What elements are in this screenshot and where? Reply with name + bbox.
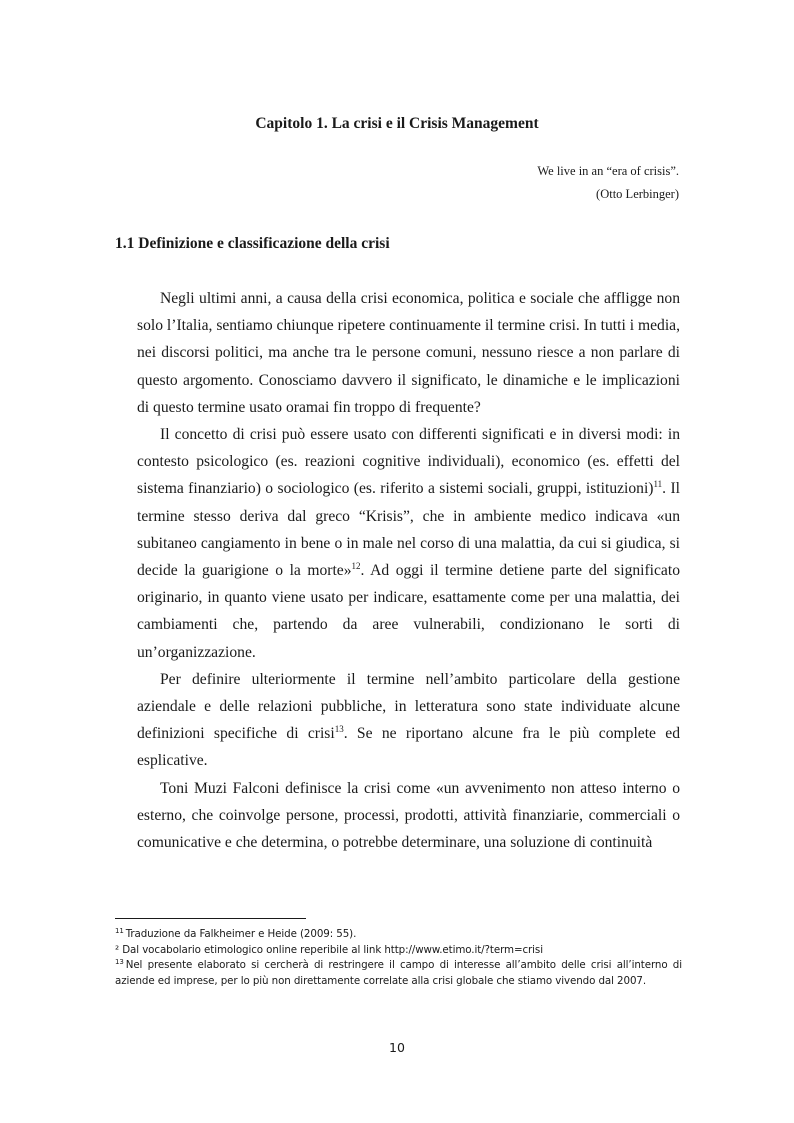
footnote-ref-12: 12 <box>351 560 361 571</box>
chapter-title: Capitolo 1. La crisi e il Crisis Management <box>255 115 539 132</box>
section-heading: 1.1 Definizione e classificazione della crisi <box>115 235 390 252</box>
footnote-text: Traduzione da Falkheimer e Heide (2009: 55). <box>125 928 357 940</box>
page-number: 10 <box>389 1040 405 1055</box>
footnote-12 <box>115 943 682 959</box>
paragraph-1: Negli ultimi anni, a causa della crisi economica, politica e sociale che affligge non solo l’Italia, sentiamo chiunque ripetere continuamente il termine crisi. In tutti i media, nei discorsi politici, ma anche tra le persone comuni, nessuno riesce a non parlare di questo argomento. Conosciamo davvero il significato, le dinamiche e le implicazioni di questo termine usato oramai fin troppo di frequente? <box>137 290 680 416</box>
paragraph-2-text-a: Il concetto di crisi può essere usato con differenti significati e in diversi modi: in contesto psicologico (es. reazioni cognitive individuali), economico (es. effetti del sistema finanziario) o sociologico (es. riferito a sistemi sociali, gruppi, istituzioni) <box>137 426 680 498</box>
paragraph-2-text-c: . Ad oggi il termine detiene parte del significato originario, in quanto viene usato per indicare, esattamente come per una malattia, dei cambiamenti che, partendo da aree vulnerabili, condizionano le sorti di un’organizzazione. <box>137 562 680 661</box>
paragraph-2-text-b: . Il termine stesso deriva dal greco “Krisis”, che in ambiente medico indicava «un subitaneo cangiamento in bene o in male nel corso di una malattia, da cui si giudica, si decide la guarigione o la morte» <box>137 480 680 580</box>
body-text <box>137 285 680 856</box>
footnote-divider <box>115 918 306 919</box>
paragraph-3 <box>137 666 680 775</box>
epigraph-quote: We live in an “era of crisis”. <box>537 164 679 178</box>
footnote-text: Dal vocabolario etimologico online reperibile al link http://www.etimo.it/?term=crisi <box>122 943 543 956</box>
footnote-number: ² <box>115 943 120 956</box>
footnotes <box>115 927 682 989</box>
footnote-number: 13 <box>115 957 124 966</box>
paragraph-3-text-b: . Se ne riportano alcune fra le più complete ed esplicative. <box>137 725 680 770</box>
footnote-13 <box>115 958 682 989</box>
footnote-ref-11: 11 <box>653 479 663 490</box>
epigraph-author: (Otto Lerbinger) <box>596 187 679 201</box>
paragraph-3-text-a: Per definire ulteriormente il termine nell’ambito particolare della gestione aziendale e delle relazioni pubbliche, in letteratura sono state individuate alcune definizioni specifiche di crisi <box>137 670 680 743</box>
footnote-11 <box>115 927 682 943</box>
paragraph-2 <box>137 421 680 666</box>
footnote-number: 11 <box>115 926 124 935</box>
paragraph-4: Toni Muzi Falconi definisce la crisi come «un avvenimento non atteso interno o esterno, che coinvolge persone, processi, prodotti, attività finanziarie, commerciali o comunicative e che determina, o potrebbe determinare, una soluzione di continuità <box>137 779 680 852</box>
footnote-text: Nel presente elaborato si cercherà di restringere il campo di interesse all’ambito delle crisi all’interno di aziende ed imprese, per lo più non direttamente correlate alla crisi globale che stiamo vivendo dal 2007. <box>115 959 682 987</box>
footnote-ref-13: 13 <box>334 724 344 735</box>
